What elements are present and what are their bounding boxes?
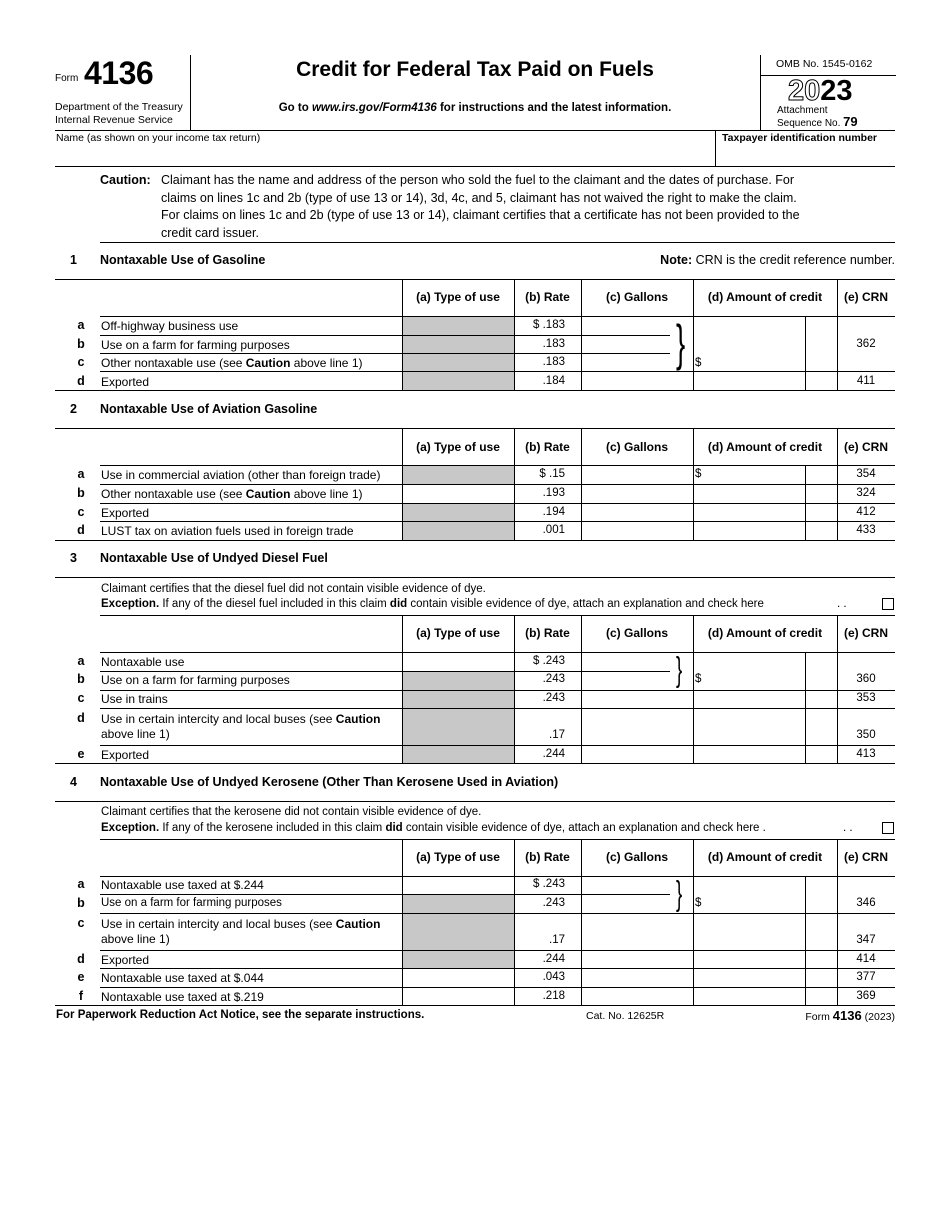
irs-url[interactable]: www.irs.gov/Form4136 <box>311 102 437 114</box>
gallons-1b[interactable] <box>582 336 670 353</box>
section-4-exception: Exception. If any of the kerosene included in this claim did contain visible evidence of dye, attach an explanation and check here . <box>101 822 766 834</box>
col-gallons: (c) Gallons <box>605 290 668 304</box>
tin-input[interactable] <box>716 146 895 166</box>
brace-icon: } <box>676 315 686 371</box>
section-4-title: Nontaxable Use of Undyed Kerosene (Other Than Kerosene Used in Aviation) <box>100 775 559 789</box>
omb-block <box>760 55 896 130</box>
attachment-sequence: Attachment Sequence No. 79 <box>777 105 858 129</box>
form-number: 4136 <box>84 55 154 91</box>
section-3-exception: Exception. If any of the diesel fuel included in this claim did contain visible evidence of dye, attach an explanation and check here <box>101 598 764 610</box>
catalog-number: Cat. No. 12625R <box>586 1010 665 1022</box>
col-type-of-use: (a) Type of use <box>416 290 500 304</box>
caution-label: Caution: <box>100 173 151 187</box>
omb-number: OMB No. 1545-0162 <box>761 58 896 76</box>
col-crn: (e) CRN <box>844 290 888 304</box>
section-3-title: Nontaxable Use of Undyed Diesel Fuel <box>100 551 328 565</box>
tax-year: 2023 <box>788 75 853 107</box>
caution-block <box>100 172 895 240</box>
dye-exception-checkbox-3[interactable] <box>882 598 894 610</box>
section-2-number: 2 <box>70 402 77 416</box>
form-footer-id: Form 4136 (2023) <box>805 1008 895 1023</box>
section-3-number: 3 <box>70 551 77 565</box>
col-amount: (d) Amount of credit <box>707 290 823 304</box>
col-rate: (b) Rate <box>525 290 570 304</box>
form-4136-page: Form 4136 Department of the Treasury Internal Revenue Service Credit for Federal Tax Paid on Fuels Go to www.irs.gov/Form4136 for instructions and the latest information. OMB No. 1545-0162 2023 Attachment Sequence No. 79 Name (as shown on your income tax return) Taxpayer identification number Caution: Claimant has the name and address of the person who sold the fuel to the claimant and the dates of purchase. For claims on lines 1c and 2b (type of use 13 or 14), 3d, 4c, and 5, claimant has not waived the right to make the claim. For claims on lines 1c and 2b (type of use 13 or 14), claimant certifies that a certificate has not been provided to the credit card issuer. 1 Nontaxable Use of Gasoline Note: CRN is the credit reference number. (a) Type of use (b) Rate (c) Gallons (d) Amount of credit (e) CRN } a Off-highway business use $ .183 b Use on a farm for farming purposes .183 362 c Other nontaxable use (see Caution above line 1) .183 $ d Exported .184 411 2 Nontaxable Use of Aviation Gasoline (a) Type of use (b) Rate (c) Gallons (d) Amount of credit (e) CRN a Use in commercial aviation (other than foreign trade) $ .15 $ 354 b Other nontaxable use (see Caution above line 1) .193 324 c Exported .194 412 d LUST tax on aviation fuels used in foreign trade .001 433 3 Nontaxable Use of Undyed Diesel Fuel Claimant certifies that the diesel fuel did not contain visible evidence of dye. Exception. If any of the diesel fuel included in this claim did contain visible evidence of dye, attach an explanation and check here . . (a) Type of use (b) Rate (c) Gallons (d) Amount of credit (e) CRN } a Nontaxable use $ .243 b Use on a farm for farming purposes .243 $ 360 c Use in trains .243 353 d Use in certain intercity and local buses (see Caution above line 1) .17 350 e Exported .244 413 4 Nontaxable Use of Undyed Kerosene (Other Than Kerosene Used in Aviation) Claimant certifies that the kerosene did not contain visible evidence of dye. Exception. If any of the kerosene included in this claim did contain visible evidence of dye, attach an explanation and check here . . . (a) Type of use (b) Rate (c) Gallons (d) Amount of credit (e) CRN } a Nontaxable use taxed at $.244 $ .243 b Use on a farm for farming purposes .243 $ 346 c Use in certain intercity and local buses (see Caution above line 1) .17 347 d Exported .244 414 e Nontaxable use taxed at $.044 .043 377 f Nontaxable use taxed at $.219 .218 369 For Paperwork Reduction Act Notice, see the separate instructions. Cat. No. 12625R Form 4136 (2023) <box>55 55 895 1023</box>
paperwork-notice: For Paperwork Reduction Act Notice, see the separate instructions. <box>56 1009 425 1021</box>
caution-text: Claimant has the name and address of the person who sold the fuel to the claimant and the dates of purchase. For claims on lines 1c and 2b (type of use 13 or 14), 3d, 4c, and 5, claimant has not waived the right to make the claim. For claims on lines 1c and 2b (type of use 13 or 14), claimant certifies that a certificate has not been provided to the credit card issuer. <box>161 173 800 240</box>
amount-1d[interactable] <box>694 372 805 389</box>
gallons-1c[interactable] <box>582 354 670 371</box>
department-label: Department of the Treasury Internal Revenue Service <box>55 101 183 126</box>
tin-label: Taxpayer identification number <box>722 132 878 144</box>
form-title: Credit for Federal Tax Paid on Fuels <box>296 58 654 81</box>
name-label: Name (as shown on your income tax return) <box>56 132 261 144</box>
amount-1abc[interactable] <box>694 317 805 371</box>
section-2-title: Nontaxable Use of Aviation Gasoline <box>100 402 318 416</box>
crn-note: Note: CRN is the credit reference number. <box>660 253 895 267</box>
gallons-1a[interactable] <box>582 317 670 334</box>
brace-icon: } <box>676 651 683 689</box>
form-id-block <box>55 55 191 130</box>
section-1-title: Nontaxable Use of Gasoline <box>100 253 266 267</box>
dye-exception-checkbox-4[interactable] <box>882 822 894 834</box>
brace-icon: } <box>676 875 683 913</box>
section-4-number: 4 <box>70 775 77 789</box>
name-row-divider <box>55 166 895 167</box>
gallons-1d[interactable] <box>582 372 693 389</box>
header-divider <box>55 130 895 131</box>
name-input[interactable] <box>55 146 715 166</box>
section-4-certify: Claimant certifies that the kerosene did not contain visible evidence of dye. <box>101 806 482 818</box>
section-3-certify: Claimant certifies that the diesel fuel did not contain visible evidence of dye. <box>101 583 486 595</box>
instructions-link-text: Go to www.irs.gov/Form4136 for instructions and the latest information. <box>278 102 672 114</box>
section-1-number: 1 <box>70 253 77 267</box>
form-label: Form <box>55 73 79 84</box>
